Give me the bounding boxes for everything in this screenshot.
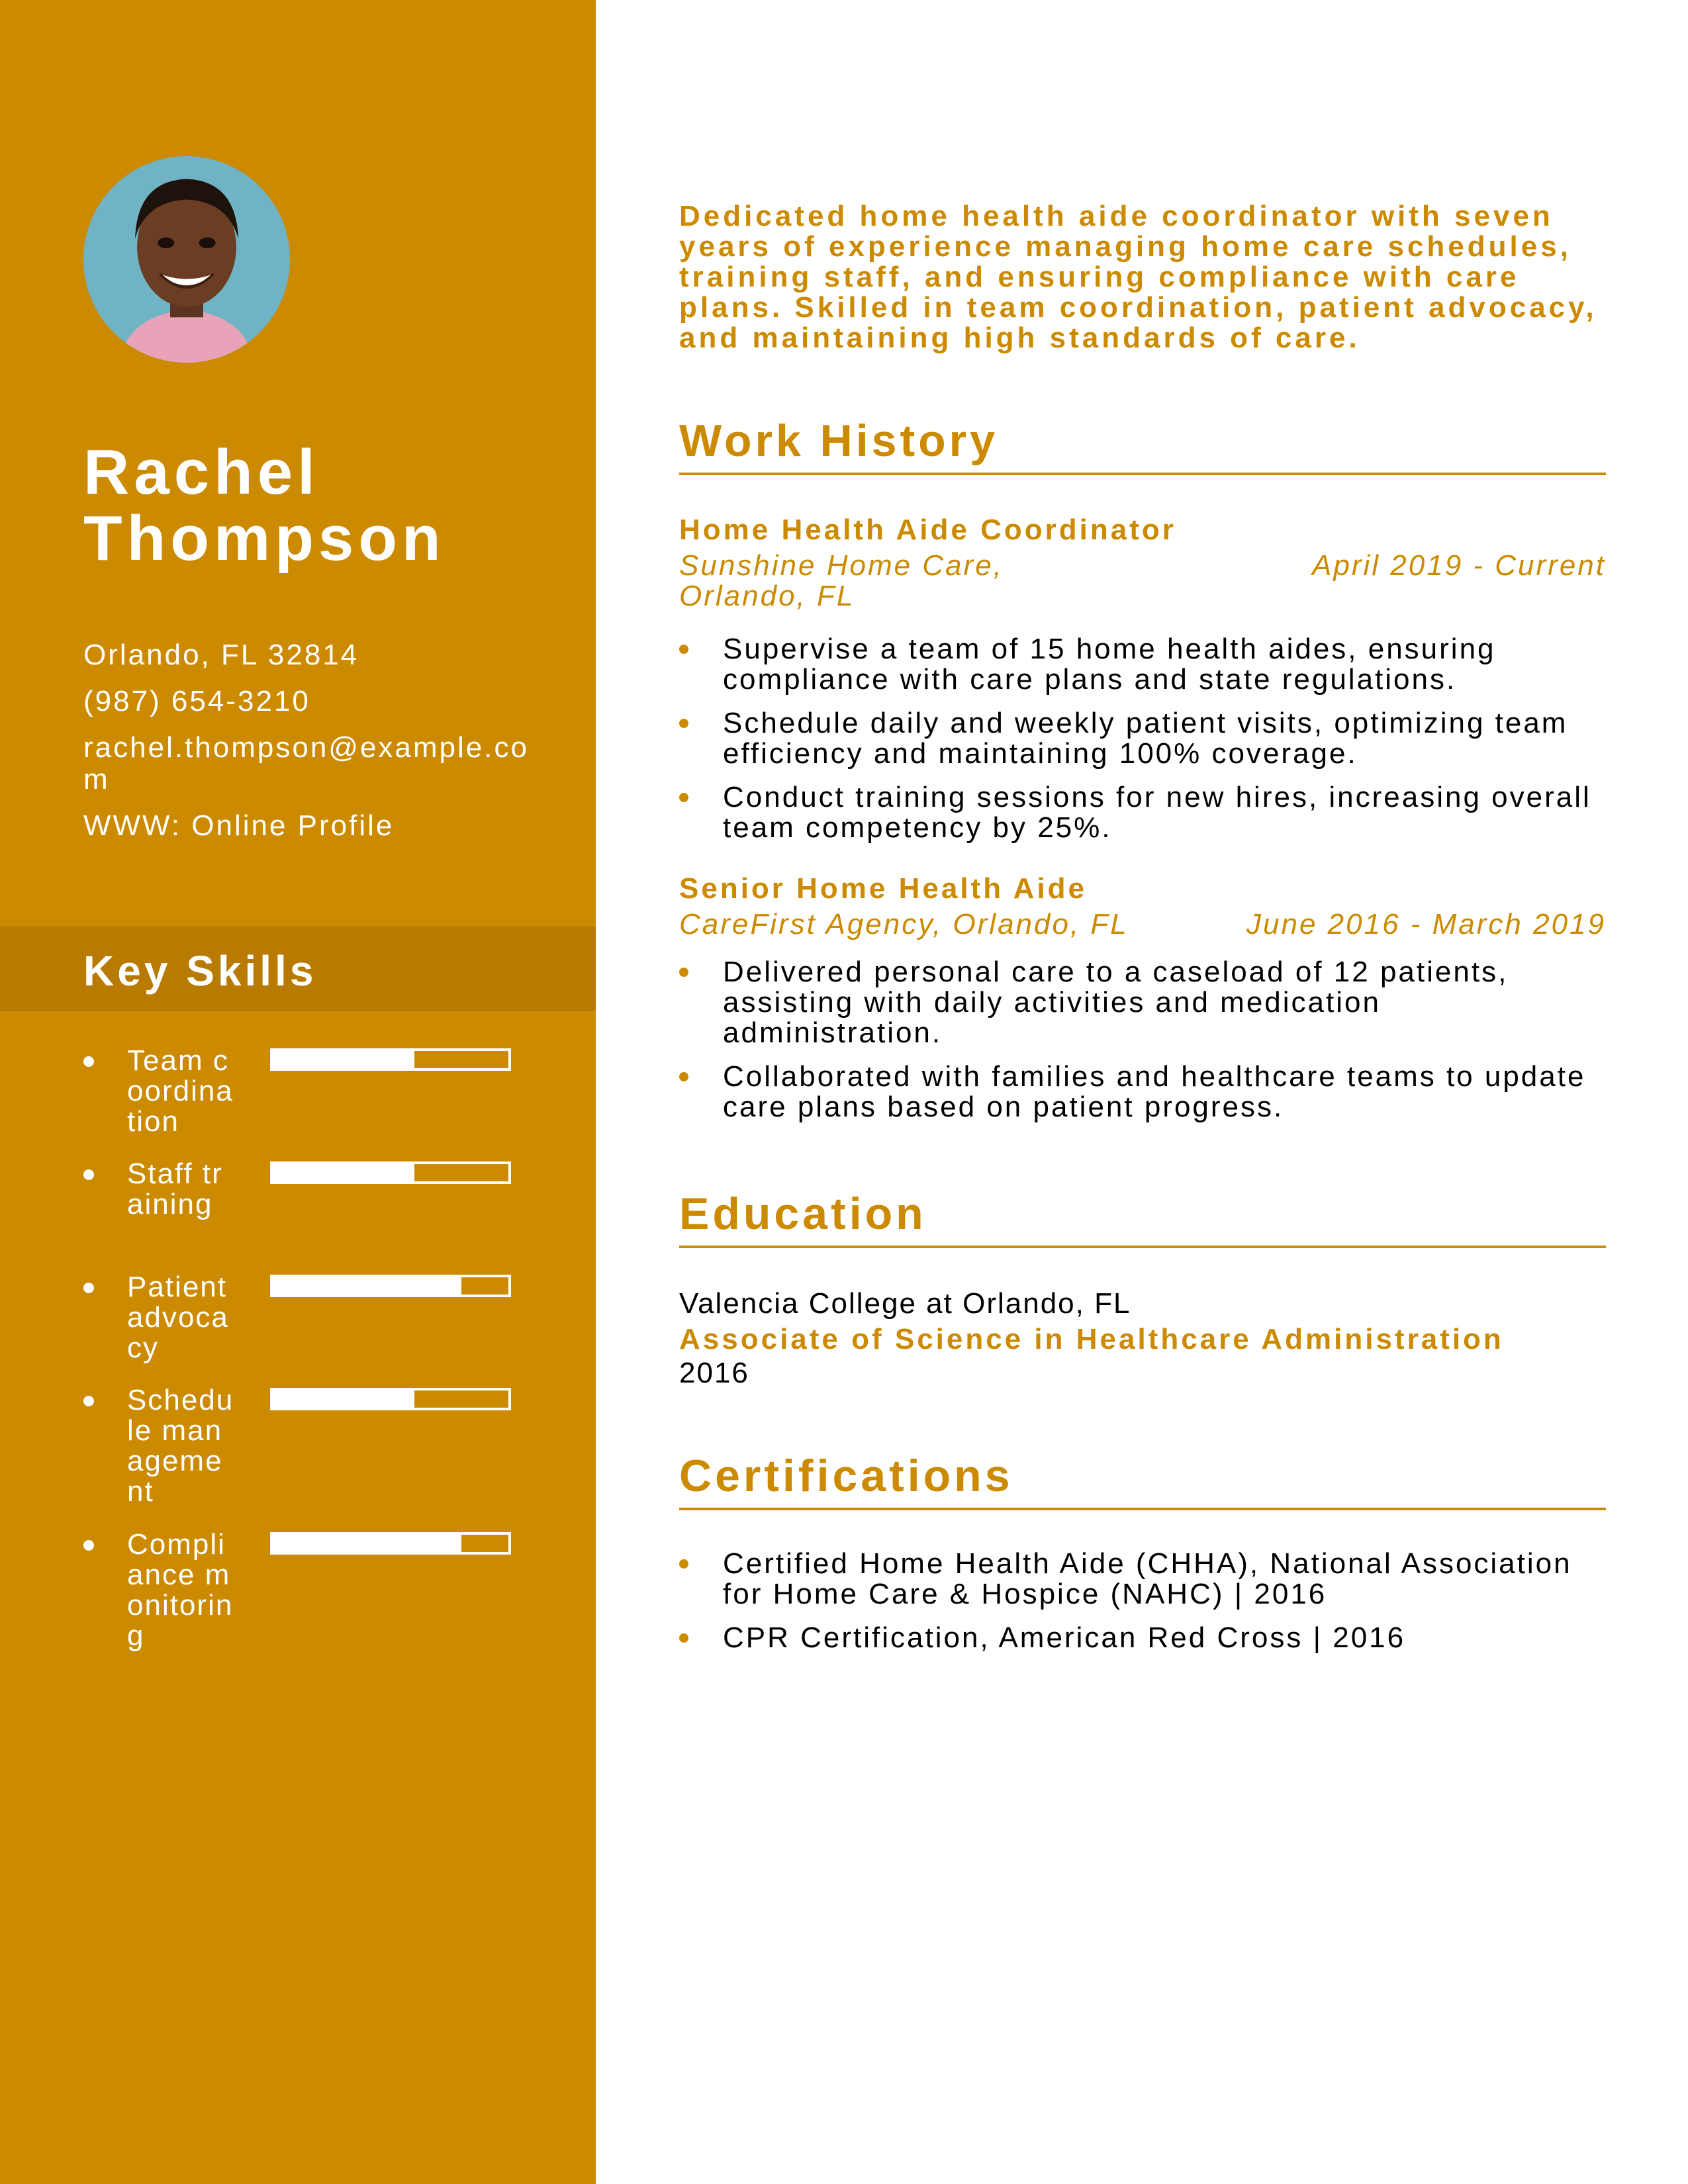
duty-text: Delivered personal care to a caseload of 12 patients, assisting with daily activities and medication administration. (723, 956, 1509, 1049)
job-meta (679, 905, 1606, 941)
bullet-icon (83, 1396, 94, 1406)
job-title: Senior Home Health Aide (679, 872, 1088, 905)
duty-text: Schedule daily and weekly patient visits, optimizing team efficiency and maintaining 100% coverage. (723, 707, 1568, 770)
job-company: CareFirst Agency, Orlando, FL (679, 908, 1129, 940)
job-entry (679, 514, 1606, 856)
certifications-list (679, 1549, 1606, 1666)
skill-level-bar (270, 1532, 511, 1555)
last-name: Thompson (83, 503, 445, 574)
work-history-title: Work History (679, 414, 1606, 475)
list-item (679, 1623, 1606, 1653)
list-item (679, 634, 1606, 695)
location-text: Orlando, FL 32814 (83, 639, 359, 671)
skill-level-bar (270, 1388, 511, 1410)
bullet-icon (83, 1169, 94, 1180)
bullet-icon (679, 1072, 688, 1081)
skill-label: Schedule management (127, 1384, 234, 1508)
bullet-icon (679, 793, 688, 802)
duty-text: Supervise a team of 15 home health aides, ensuring compliance with care plans and state regulations. (723, 633, 1496, 696)
education-title: Education (679, 1187, 1606, 1248)
job-title: Home Health Aide Coordinator (679, 514, 1176, 546)
phone-text[interactable]: (987) 654-3210 (83, 685, 310, 717)
school-name: Valencia College at Orlando, FL (679, 1287, 1131, 1320)
avatar (83, 156, 290, 363)
bullet-icon (679, 719, 688, 728)
job-meta (679, 547, 1606, 613)
skill-level-bar (270, 1161, 511, 1184)
bullet-icon (679, 1559, 688, 1569)
skill-level-fill (273, 1277, 461, 1295)
skill-level-fill (273, 1390, 414, 1408)
skill-level-fill (273, 1164, 414, 1181)
skill-label: Team coordination (127, 1044, 234, 1138)
job-dates: June 2016 - March 2019 (1246, 908, 1606, 940)
first-name: Rachel (83, 437, 320, 508)
list-item (679, 1549, 1606, 1610)
job-duties (679, 634, 1606, 843)
person-photo-icon (83, 156, 290, 363)
professional-summary: Dedicated home health aide coordinator with seven years of experience managing home care schedules, training staff, and ensuring compliance with care plans. Skilled in team coordination, patient advocacy, and maintaining high standards of care. (679, 200, 1597, 354)
certification-text: Certified Home Health Aide (CHHA), National Association for Home Care & Hospice (NAHC) | 2016 (723, 1547, 1572, 1610)
skill-label: Staff training (127, 1158, 223, 1220)
skill-level-fill (273, 1051, 414, 1068)
bullet-icon (679, 645, 688, 654)
duty-text: Collaborated with families and healthcare teams to update care plans based on patient progress. (723, 1060, 1586, 1123)
graduation-year: 2016 (679, 1357, 749, 1389)
skill-label: Compliance monitoring (127, 1528, 234, 1652)
degree-name: Associate of Science in Healthcare Administration (679, 1323, 1504, 1355)
skill-level-bar (270, 1275, 511, 1297)
list-item (679, 782, 1606, 843)
bullet-icon (679, 968, 688, 977)
skills-title: Key Skills (83, 947, 317, 995)
list-item (679, 1062, 1606, 1122)
skill-level-fill (273, 1535, 461, 1552)
bullet-icon (83, 1056, 94, 1067)
certifications-title: Certifications (679, 1449, 1606, 1510)
email-link[interactable]: rachel.thompson@example.com (83, 731, 529, 796)
website-link[interactable]: WWW: Online Profile (83, 809, 395, 842)
bullet-icon (679, 1633, 688, 1643)
education-entry (679, 1287, 1606, 1388)
list-item (679, 708, 1606, 769)
skill-level-bar (270, 1048, 511, 1071)
duty-text: Conduct training sessions for new hires, increasing overall team competency by 25%. (723, 781, 1591, 844)
bullet-icon (83, 1540, 94, 1551)
job-dates: April 2019 - Current (1312, 549, 1606, 582)
job-duties (679, 957, 1606, 1122)
candidate-name (83, 439, 445, 572)
bullet-icon (83, 1283, 94, 1293)
sidebar (0, 0, 596, 2184)
contact-info (83, 639, 534, 856)
certification-text: CPR Certification, American Red Cross | 2016 (723, 1621, 1406, 1654)
skill-label: Patient advocacy (127, 1271, 229, 1364)
job-company: Sunshine Home Care, Orlando, FL (679, 549, 1004, 612)
job-entry (679, 872, 1606, 1136)
list-item (679, 957, 1606, 1048)
